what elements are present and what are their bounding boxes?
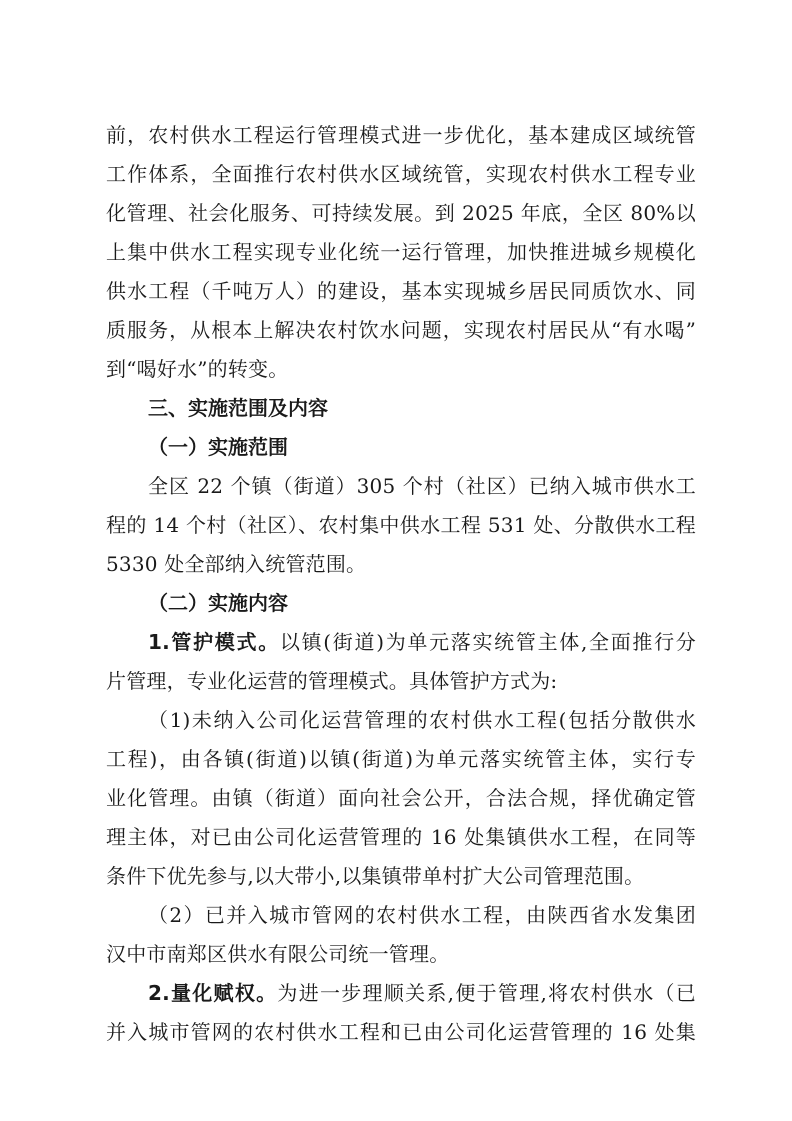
subsection-heading: （二）实施内容 (148, 591, 288, 615)
paragraph-line: 到“喝好水”的转变。 (106, 357, 289, 381)
item-title: 1.管护模式。 (148, 630, 280, 654)
item-text: 以镇(街道)为单元落实统管主体,全面推行分 (279, 630, 696, 654)
paragraph-line: （1)未纳入公司化运营管理的农村供水工程(包括分散供水 (148, 708, 696, 732)
paragraph-line: 并入城市管网的农村供水工程和已由公司化运营管理的 16 处集 (106, 1020, 696, 1044)
paragraph-line: 条件下优先参与,以大带小,以集镇带单村扩大公司管理范围。 (106, 864, 645, 888)
item-text: 为进一步理顺关系,便于管理,将农村供水（已 (277, 981, 696, 1005)
subsection-heading: （一）实施范围 (148, 435, 288, 459)
item-title: 2.量化赋权。 (148, 981, 278, 1005)
paragraph-line: 工程)，由各镇(街道)以镇(街道)为单元落实统管主体，实行专 (106, 747, 696, 771)
paragraph-line: （2）已并入城市管网的农村供水工程，由陕西省水发集团 (148, 903, 696, 927)
section-heading: 三、实施范围及内容 (148, 396, 328, 420)
paragraph-line: 片管理，专业化运营的管理模式。具体管护方式为: (106, 669, 558, 693)
paragraph-line: 汉中市南郑区供水有限公司统一管理。 (106, 942, 450, 966)
paragraph-line: 全区 22 个镇（街道）305 个村（社区）已纳入城市供水工 (148, 474, 696, 498)
paragraph-line (148, 630, 696, 654)
paragraph-line: 理主体，对已由公司化运营管理的 16 处集镇供水工程，在同等 (106, 825, 696, 849)
paragraph-line: 供水工程（千吨万人）的建设，基本实现城乡居民同质饮水、同 (106, 279, 696, 303)
paragraph-line: 质服务，从根本上解决农村饮水问题，实现农村居民从“有水喝” (106, 318, 696, 342)
paragraph-line: 5330 处全部纳入统管范围。 (106, 552, 367, 576)
paragraph-line: 程的 14 个村（社区）、农村集中供水工程 531 处、分散供水工程 (106, 513, 696, 537)
paragraph-line: 上集中供水工程实现专业化统一运行管理，加快推进城乡规模化 (106, 240, 696, 264)
paragraph-line: 业化管理。由镇（街道）面向社会公开，合法合规，择优确定管 (106, 786, 696, 810)
paragraph-line (148, 981, 696, 1005)
paragraph-line: 工作体系，全面推行农村供水区域统管，实现农村供水工程专业 (106, 162, 696, 186)
paragraph-line: 化管理、社会化服务、可持续发展。到 2025 年底，全区 80%以 (106, 201, 696, 225)
paragraph-line: 前，农村供水工程运行管理模式进一步优化，基本建成区域统管 (106, 123, 696, 147)
